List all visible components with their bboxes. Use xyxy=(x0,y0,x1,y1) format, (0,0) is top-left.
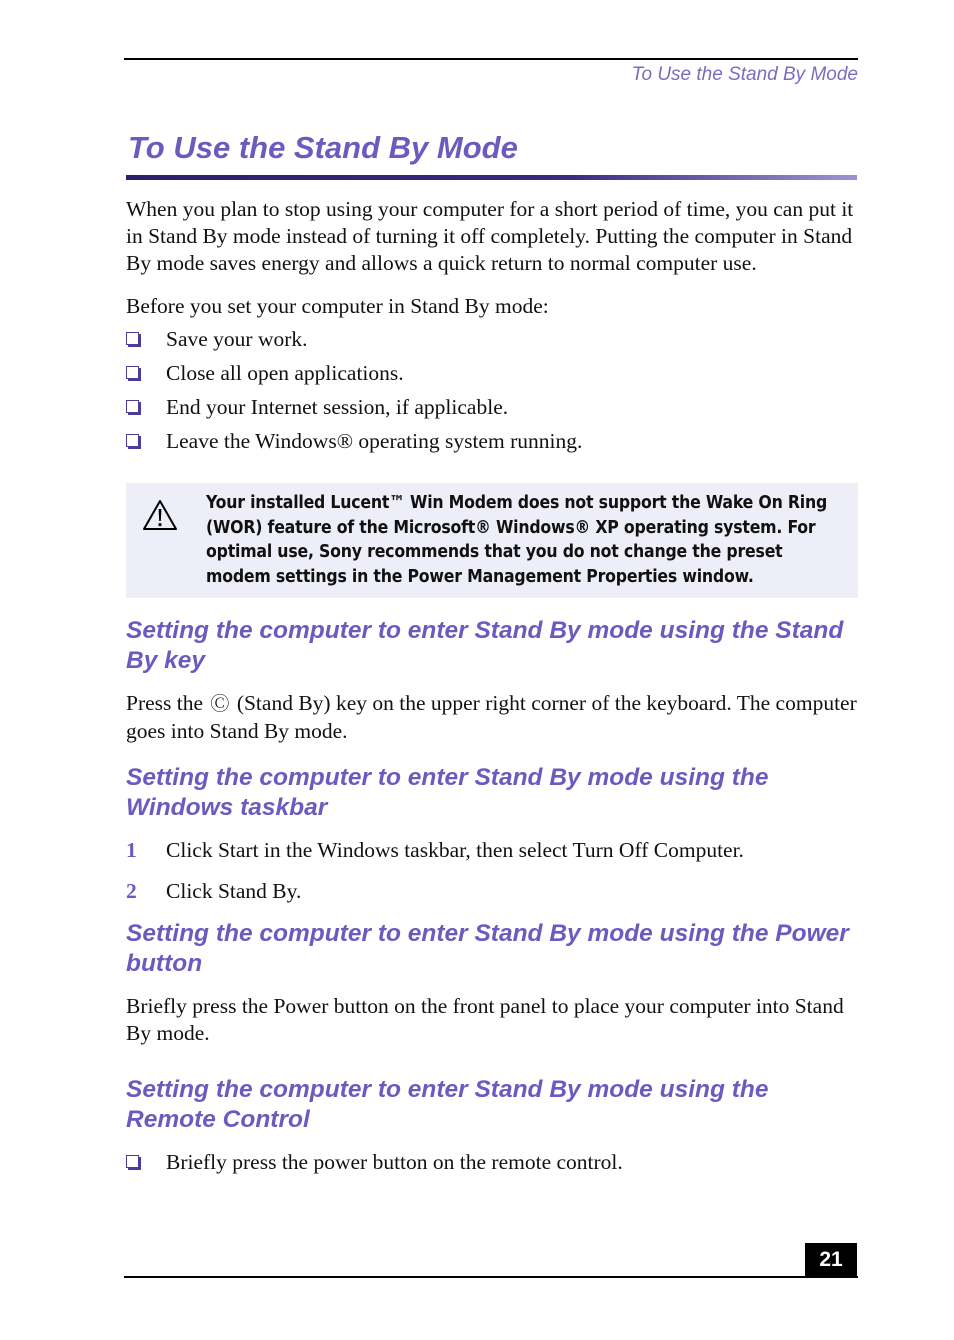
warning-note xyxy=(126,483,858,598)
warning-text: Your installed Lucent™ Win Modem does not support the Wake On Ring (WOR) feature of the Microsoft® Windows® XP operating system. For optimal use, Sony recommends that you do not change the preset modem settings in the Power Management Properties window. xyxy=(206,493,828,587)
page-content xyxy=(126,196,858,1183)
checkbox-bullet-icon xyxy=(126,434,139,447)
heading-power-button: Setting the computer to enter Stand By mode using the Power button xyxy=(126,920,849,977)
heading-remote-control: Setting the computer to enter Stand By mode using the Remote Control xyxy=(126,1076,769,1133)
step-item: 1 Click Start in the Windows taskbar, then select Turn Off Computer. xyxy=(126,838,744,862)
list-item: Close all open applications. xyxy=(126,360,858,387)
warning-triangle-icon xyxy=(142,499,178,531)
step-number: 1 xyxy=(126,838,137,862)
checkbox-bullet-icon xyxy=(126,366,139,379)
page-title: To Use the Stand By Mode xyxy=(128,130,518,165)
standby-key-icon: Ⓒ xyxy=(210,694,230,715)
before-label: Before you set your computer in Stand By mode: xyxy=(126,294,549,318)
list-item: Save your work. xyxy=(126,326,858,353)
page-number: 21 xyxy=(805,1243,857,1276)
step-number: 2 xyxy=(126,879,137,903)
header-rule xyxy=(124,58,858,60)
intro-paragraph: When you plan to stop using your computer for a short period of time, you can put it in Stand By mode instead of turning it off completely. Putting the computer in Stand By mode saves energy and allows a quick return to normal computer use. xyxy=(126,197,854,275)
taskbar-steps xyxy=(126,837,858,905)
title-underline xyxy=(126,175,857,180)
heading-taskbar: Setting the computer to enter Stand By mode using the Windows taskbar xyxy=(126,764,769,821)
checkbox-bullet-icon xyxy=(126,332,139,345)
list-item: Leave the Windows® operating system running. xyxy=(126,428,858,455)
step-item: 2 Click Stand By. xyxy=(126,879,302,903)
standby-key-paragraph: Press the Ⓒ (Stand By) key on the upper right corner of the keyboard. The computer goes into Stand By mode. xyxy=(126,691,857,743)
running-header: To Use the Stand By Mode xyxy=(631,64,858,85)
prep-checklist xyxy=(126,326,858,455)
list-item: End your Internet session, if applicable. xyxy=(126,394,858,421)
power-button-paragraph: Briefly press the Power button on the front panel to place your computer into Stand By mode. xyxy=(126,994,844,1045)
footer-rule xyxy=(124,1276,858,1278)
checkbox-bullet-icon xyxy=(126,1155,139,1168)
heading-standby-key: Setting the computer to enter Stand By mode using the Stand By key xyxy=(126,617,844,674)
remote-checklist xyxy=(126,1149,858,1176)
checkbox-bullet-icon xyxy=(126,400,139,413)
list-item: Briefly press the power button on the remote control. xyxy=(126,1149,858,1176)
